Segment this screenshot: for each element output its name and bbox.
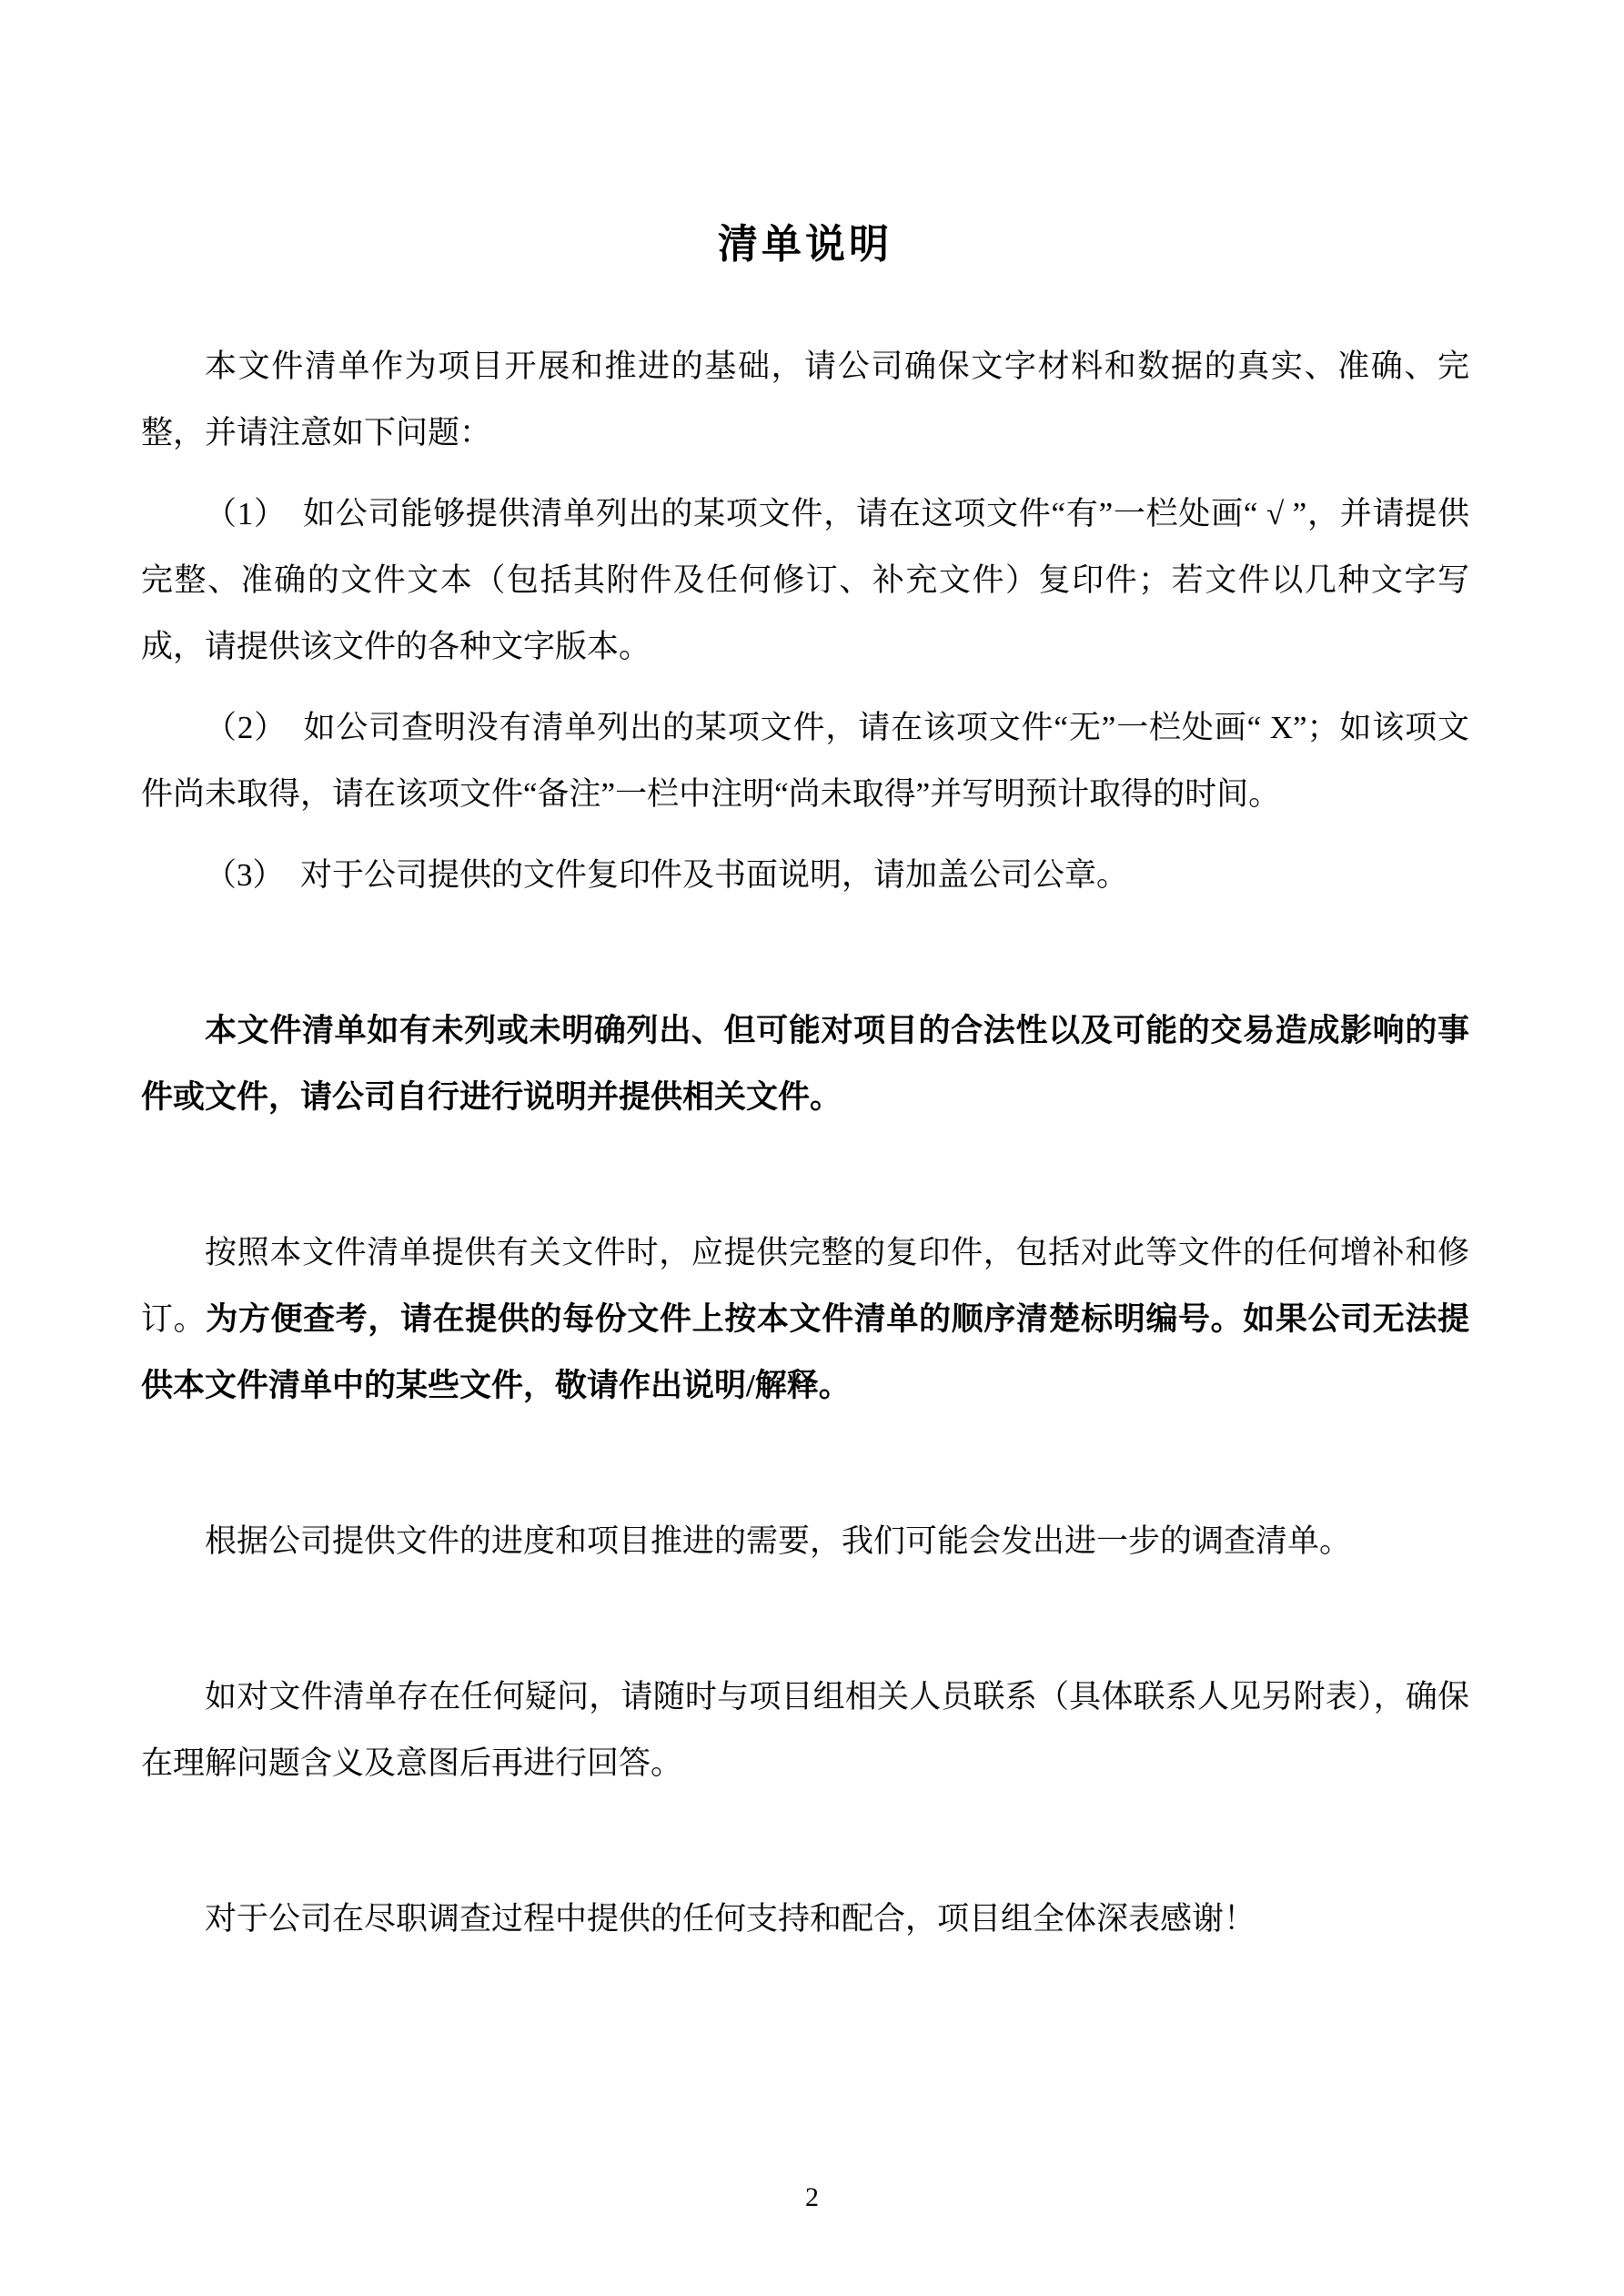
further-checklist-paragraph: 根据公司提供文件的进度和项目推进的需要，我们可能会发出进一步的调查清单。: [205, 1523, 1352, 1559]
paragraph-run-normal: 按照本文件清单提供有关文件时，应提供完整的复印件，包括对此等文件的任何增补和修订。: [141, 1235, 1469, 1337]
list-item-1: （1） 如公司能够提供清单列出的某项文件，请在这项文件“有”一栏处画“ √ ”，并请提供完整、准确的文件文本（包括其附件及任何修订、补充文件）复印件；若文件以几种文字写成，请提供该文件的各种文字版本。: [141, 496, 1469, 664]
document-body: [141, 333, 1469, 1952]
list-item-3: （3） 对于公司提供的文件复印件及书面说明，请加盖公司公章。: [205, 857, 1129, 893]
bold-notice-paragraph: 本文件清单如有未列或未明确列出、但可能对项目的合法性以及可能的交易造成影响的事件或文件，请公司自行进行说明并提供相关文件。: [141, 1013, 1469, 1115]
page-title: 清单说明: [718, 222, 893, 267]
intro-paragraph: 本文件清单作为项目开展和推进的基础，请公司确保文字材料和数据的真实、准确、完整，并请注意如下问题：: [141, 349, 1469, 450]
page-number: 2: [805, 2182, 819, 2212]
paragraph-run-bold: 为方便查考，请在提供的每份文件上按本文件清单的顺序清楚标明编号。如果公司无法提供本文件清单中的某些文件，敬请作出说明/解释。: [141, 1301, 1469, 1403]
mixed-bold-paragraph: [141, 1219, 1469, 1419]
thanks-paragraph: 对于公司在尽职调查过程中提供的任何支持和配合，项目组全体深表感谢！: [205, 1901, 1256, 1937]
list-item-2: （2） 如公司查明没有清单列出的某项文件，请在该项文件“无”一栏处画“ X”；如该项文件尚未取得，请在该项文件“备注”一栏中注明“尚未取得”并写明预计取得的时间。: [141, 710, 1469, 812]
contact-paragraph: 如对文件清单存在任何疑问，请随时与项目组相关人员联系（具体联系人见另附表），确保在理解问题含义及意图后再进行回答。: [141, 1679, 1469, 1781]
